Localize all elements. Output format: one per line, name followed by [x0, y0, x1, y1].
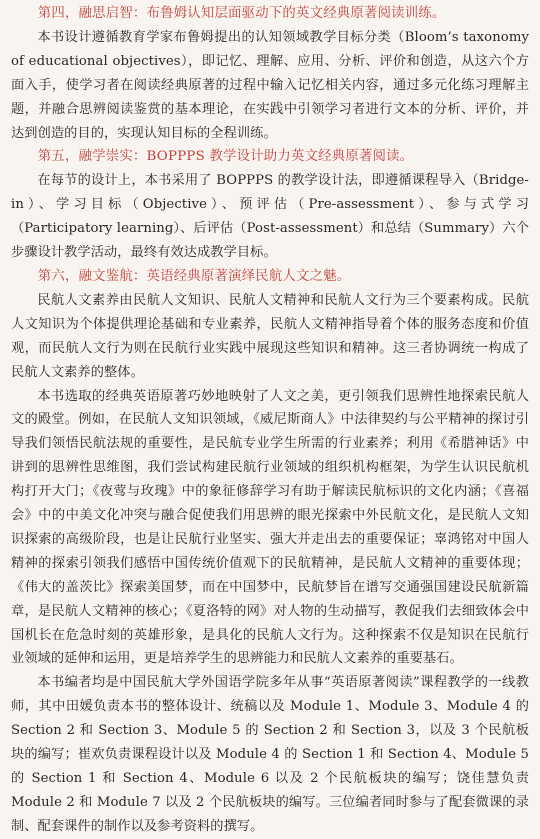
paragraph-editors: 本书编者均是中国民航大学外国语学院多年从事“英语原著阅读”课程教学的一线教师，其中田媛负责本书的整体设计、统稿以及 Module 1、Module 3、Module 4 的 Section 2 和 Section 3、Module 5 的 Section 2 和 Section 3，以及 3 个民航板块的编写；崔欢负责课程设计以及 Module 4 的 Section 1 和 Section 4、Module 5 的 Section 1 和 Section 4、Module 6 以及 2 个民航板块的编写；饶佳慧负责 Module 2 和 Module 7 以及 2 个民航板块的编写。三位编者同时参与了配套微课的录制、配套课件的制作以及参考资料的撰写。 [11, 675, 529, 834]
paragraph-civil-aviation-humanities: 民航人文素养由民航人文知识、民航人文精神和民航人文行为三个要素构成。民航人文知识为个体提供理论基础和专业素养，民航人文精神指导着个体的服务态度和价值观，而民航人文行为则在民航行业实践中展现这些知识和精神。这三者协调统一构成了民航人文素养的整体。 [11, 292, 529, 380]
section-heading-sixth: 第六，融文鉴航：英语经典原著演绎民航人文之魅。 [37, 268, 351, 284]
section-heading-fifth: 第五，融学崇实：BOPPPS 教学设计助力英文经典原著阅读。 [37, 149, 414, 165]
paragraph-bloom-taxonomy: 本书设计遵循教育学家布鲁姆提出的认知领域教学目标分类（Bloom’s taxonomy of educational objectives），即记忆、理解、应用、分析、评价和创造，从这六个方面入手，使学习者在阅读经典原著的过程中输入记忆相关内容，通过多元化练习理解主题，并融合思辨阅读鉴赏的基本理论，在实践中引领学习者进行文本的分析、评价，并达到创造的目的，实现认知目标的全程训练。 [11, 29, 529, 141]
paragraph-boppps: 在每节的设计上，本书采用了 BOPPPS 的教学设计法，即遵循课程导入（Bridge-in）、学习目标（Objective）、预评估（Pre-assessment）、参与式学习（Participatory learning）、后评估（Post-assessment）和总结（Summary）六个步骤设计教学活动，最终有效达成教学目标。 [11, 173, 529, 261]
section-heading-fourth: 第四，融思启智：布鲁姆认知层面驱动下的英文经典原著阅读训练。 [37, 6, 446, 21]
paragraph-classic-works: 本书选取的经典英语原著巧妙地映射了人文之美，更引领我们思辨性地探索民航人文的殿堂。例如，在民航人文知识领域，《威尼斯商人》中法律契约与公平精神的探讨引导我们领悟民航法规的重要性，是民航专业学生所需的行业素养；利用《希腊神话》中讲到的思辨性思维图，我们尝试构建民航行业领域的组织机构框架，为学生认识民航机构打开大门；《夜莺与玫瑰》中的象征修辞学习有助于解读民航标识的文化内涵；《喜福会》中的中美文化冲突与融合促使我们用思辨的眼光探索中外民航文化，是民航人文知识探索的高级阶段，也是让民航行业坚实、强大并走出去的重要保证；辜鸿铭对中国人精神的探索引领我们感悟中国传统价值观下的民航精神，是民航人文精神的重要体现；《伟大的盖茨比》探索美国梦，而在中国梦中，民航梦旨在谱写交通强国建设民航新篇章，是民航人文精神的核心；《夏洛特的网》对人物的生动描写，教促我们去细致体会中国机长在危急时刻的英雄形象，是具化的民航人文行为。这种探索不仅是知识在民航行业领域的延伸和运用，更是培养学生的思辨能力和民航人文素养的重要基石。 [11, 388, 529, 667]
